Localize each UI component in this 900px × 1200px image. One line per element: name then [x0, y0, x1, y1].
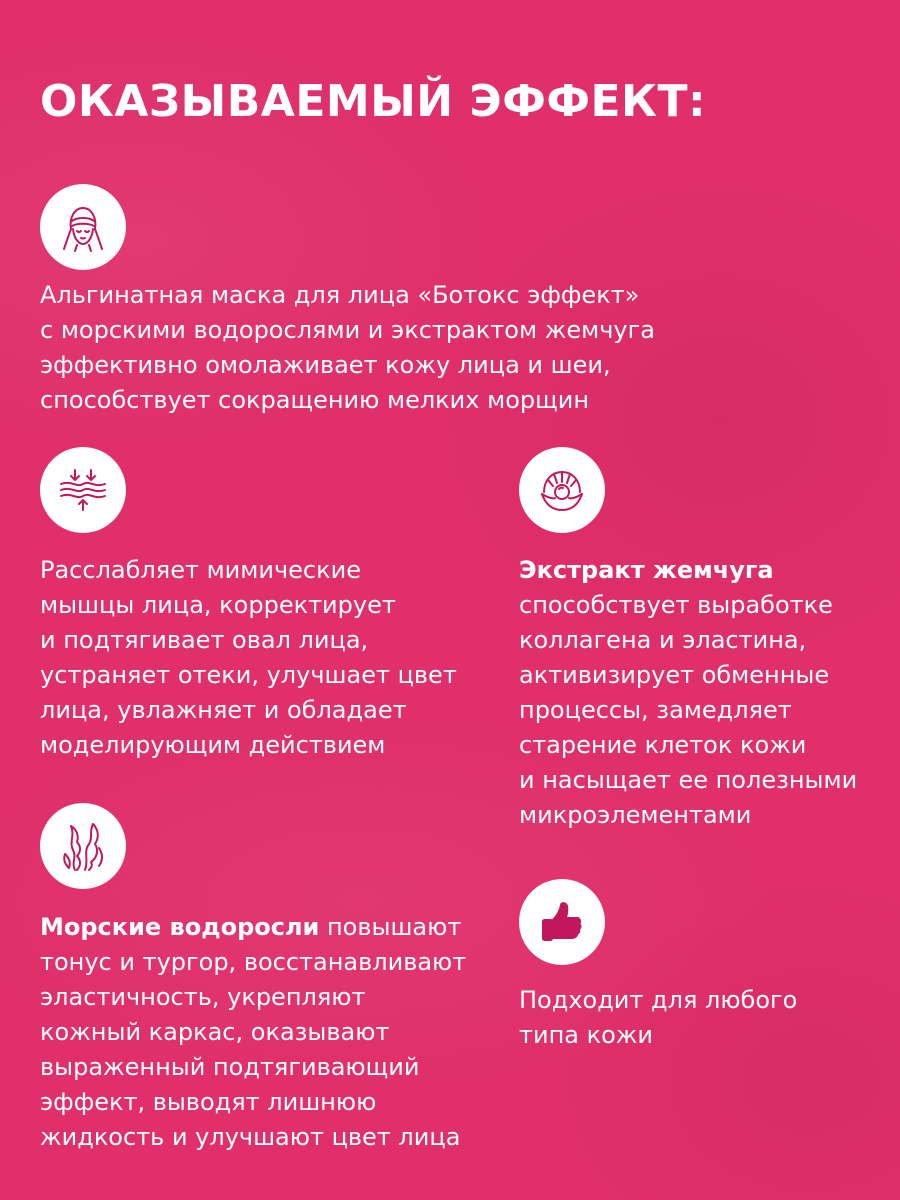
- text-line: способствует сокращению мелких морщин: [40, 386, 590, 414]
- page-title: ОКАЗЫВАЕМЫЙ ЭФФЕКТ:: [40, 76, 707, 127]
- text-line: выраженный подтягивающий: [40, 1053, 420, 1081]
- text-line: лица, увлажняет и обладает: [40, 696, 407, 724]
- text-line: мышцы лица, корректирует: [40, 591, 396, 619]
- text-line: и подтягивает овал лица,: [40, 626, 369, 654]
- face-mask-icon: [40, 184, 126, 270]
- pearl-extract-heading: Экстракт жемчуга: [519, 556, 774, 584]
- lifting-description: [40, 553, 457, 763]
- text-line: Альгинатная маска для лица «Ботокс эффект»: [40, 281, 640, 309]
- text-line: эластичность, укрепляют: [40, 983, 366, 1011]
- text-line: старение клеток кожи: [519, 731, 807, 759]
- text-line: жидкость и улучшают цвет лица: [40, 1123, 461, 1151]
- text-line: Расслабляет мимические: [40, 556, 361, 584]
- text-line: микроэлементами: [519, 801, 752, 829]
- text-line: способствует выработке: [519, 591, 833, 619]
- text-line: с морскими водорослями и экстрактом жемчуга: [40, 316, 655, 344]
- pearl-shell-icon: [519, 447, 605, 533]
- seaweed-heading: Морские водоросли: [40, 913, 320, 941]
- skin-type-description: [519, 983, 797, 1053]
- seaweed-first-line-rest: повышают: [319, 913, 462, 941]
- seaweed-description: [40, 910, 466, 1155]
- text-line: моделирующим действием: [40, 731, 386, 759]
- text-line: эффективно омолаживает кожу лица и шеи,: [40, 351, 611, 379]
- text-line: эффект, выводят лишнюю: [40, 1088, 377, 1116]
- text-line: [519, 553, 857, 588]
- seaweed-icon: [40, 803, 126, 889]
- text-line: [40, 910, 466, 945]
- text-line: коллагена и эластина,: [519, 626, 807, 654]
- text-line: активизирует обменные: [519, 661, 830, 689]
- text-line: тонус и тургор, восстанавливают: [40, 948, 467, 976]
- text-line: типа кожи: [519, 1021, 654, 1049]
- pearl-extract-description: [519, 553, 857, 833]
- text-line: Подходит для любого: [519, 986, 798, 1014]
- text-line: процессы, замедляет: [519, 696, 792, 724]
- botox-effect-description: [40, 278, 655, 418]
- text-line: и насыщает ее полезными: [519, 766, 858, 794]
- skin-lift-arrows-icon: [40, 447, 126, 533]
- thumbs-up-icon: [519, 879, 605, 965]
- text-line: устраняет отеки, улучшает цвет: [40, 661, 457, 689]
- text-line: кожный каркас, оказывают: [40, 1018, 390, 1046]
